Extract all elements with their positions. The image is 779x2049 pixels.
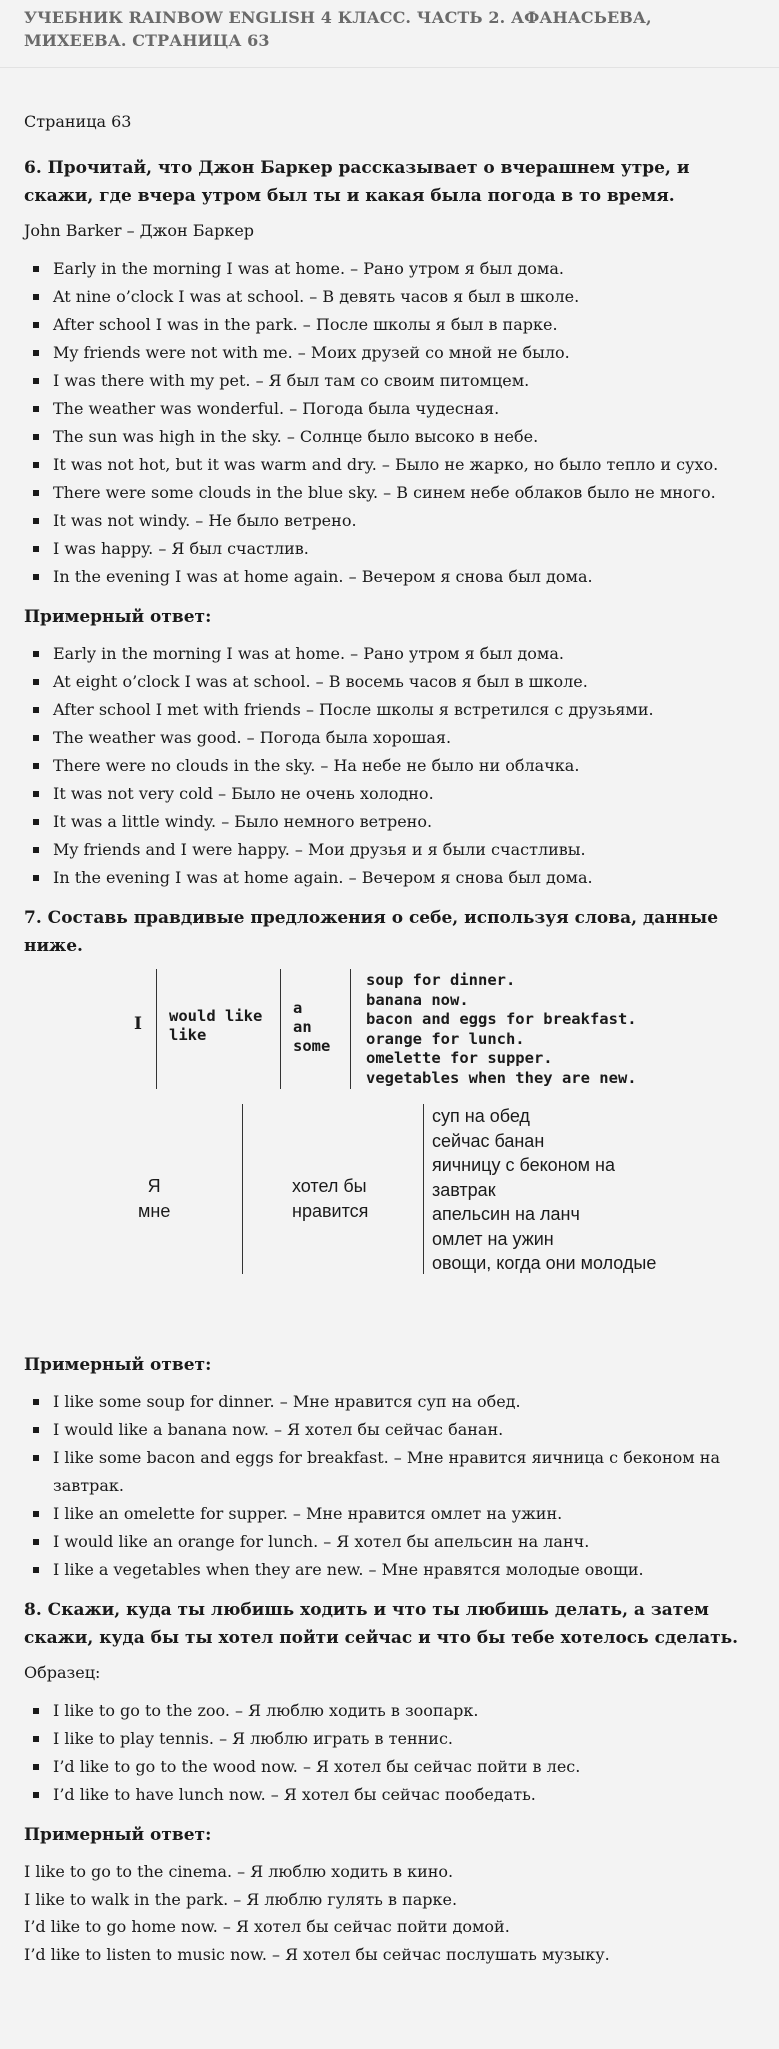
main-content [0, 68, 779, 1968]
list-item: The weather was wonderful. – Погода была чудесная. [24, 395, 755, 423]
table-en-object: orange for lunch. [366, 1029, 525, 1048]
list-item: I like to go to the zoo. – Я люблю ходить в зоопарк. [24, 1697, 755, 1725]
page-header [0, 0, 779, 68]
list-item: It was not hot, but it was warm and dry. – Было не жарко, но было тепло и сухо. [24, 451, 755, 479]
list-item: I like some soup for dinner. – Мне нравится суп на обед. [24, 1388, 755, 1416]
russian-word-table [108, 1104, 708, 1274]
task8-title: 8. Скажи, куда ты любишь ходить и что ты любишь делать, а затем скажи, куда бы ты хотел пойти сейчас и что бы тебе хотелось сделать. [24, 1600, 739, 1648]
table-divider [280, 969, 281, 1089]
task6-answer-list [24, 640, 755, 892]
list-item: At nine o’clock I was at school. – В девять часов я был в школе. [24, 283, 755, 311]
table-ru-object: суп на обед [432, 1106, 530, 1126]
list-item: It was not very cold – Было не очень холодно. [24, 780, 755, 808]
list-item: I like to play tennis. – Я люблю играть в теннис. [24, 1725, 755, 1753]
answer-line: I like to walk in the park. – Я люблю гулять в парке. [24, 1889, 458, 1909]
table-ru-object: завтрак [432, 1179, 496, 1200]
task7-answer-heading: Примерный ответ: [24, 1355, 212, 1375]
table-en-article: some [293, 1037, 331, 1055]
table-ru-objects [432, 1104, 656, 1276]
task8-answer-lines [24, 1858, 755, 1968]
answer-line: I’d like to listen to music now. – Я хотел бы сейчас послушать музыку. [24, 1944, 610, 1964]
list-item: It was a little windy. – Было немного ветрено. [24, 808, 755, 836]
task6-subtitle: John Barker – Джон Баркер [24, 221, 255, 240]
table-ru-verbs [292, 1174, 368, 1224]
header-title: УЧЕБНИК RAINBOW ENGLISH 4 КЛАСС. ЧАСТЬ 2. АФАНАСЬЕВА, МИХЕЕВА. СТРАНИЦА 63 [24, 8, 652, 50]
list-item: The weather was good. – Погода была хорошая. [24, 724, 755, 752]
task8-answer-heading: Примерный ответ: [24, 1825, 212, 1845]
list-item: There were some clouds in the blue sky. – В синем небе облаков было не много. [24, 479, 755, 507]
list-item: I was happy. – Я был счастлив. [24, 535, 755, 563]
table-ru-object: сейчас банан [432, 1130, 545, 1151]
list-item: My friends were not with me. – Моих друзей со мной не было. [24, 339, 755, 367]
list-item: Early in the morning I was at home. – Рано утром я был дома. [24, 255, 755, 283]
table-divider [423, 1104, 424, 1274]
table-ru-subjects [138, 1174, 170, 1224]
table-en-article: a [293, 999, 303, 1017]
list-item: The sun was high in the sky. – Солнце было высоко в небе. [24, 423, 755, 451]
table-en-object: vegetables when they are new. [366, 1068, 637, 1087]
list-item: I like an omelette for supper. – Мне нравится омлет на ужин. [24, 1500, 755, 1528]
word-tables [24, 969, 755, 1339]
list-item: My friends and I were happy. – Мои друзья и я были счастливы. [24, 836, 755, 864]
list-item: In the evening I was at home again. – Вечером я снова был дома. [24, 563, 755, 591]
task7-answer-list [24, 1388, 755, 1584]
list-item: I was there with my pet. – Я был там со своим питомцем. [24, 367, 755, 395]
table-en-verb: would like [169, 1007, 263, 1025]
table-en-object: bacon and eggs for breakfast. [366, 1010, 637, 1028]
list-item: I would like a banana now. – Я хотел бы сейчас банан. [24, 1416, 755, 1444]
table-ru-subject: Я [147, 1176, 161, 1196]
english-word-table [108, 969, 668, 1089]
list-item: I’d like to go to the wood now. – Я хотел бы сейчас пойти в лес. [24, 1753, 755, 1781]
table-en-object: soup for dinner. [366, 971, 516, 989]
table-ru-object: яичницу с беконом на [432, 1155, 615, 1175]
list-item: I like a vegetables when they are new. – Мне нравятся молодые овощи. [24, 1556, 755, 1584]
table-en-article: an [293, 1018, 312, 1036]
page-label: Страница 63 [24, 112, 132, 131]
list-item: I’d like to have lunch now. – Я хотел бы сейчас пообедать. [24, 1781, 755, 1809]
table-ru-object: омлет на ужин [432, 1228, 554, 1249]
list-item: There were no clouds in the sky. – На небе не было ни облачка. [24, 752, 755, 780]
task8-sample-label: Образец: [24, 1663, 101, 1682]
table-ru-verb: нравится [292, 1201, 369, 1221]
task8-sample-list [24, 1697, 755, 1809]
answer-line: I’d like to go home now. – Я хотел бы сейчас пойти домой. [24, 1917, 510, 1936]
list-item: I like some bacon and eggs for breakfast. – Мне нравится яичница с беконом на завтрак. [24, 1444, 755, 1500]
list-item: In the evening I was at home again. – Вечером я снова был дома. [24, 864, 755, 892]
table-en-object: banana now. [366, 990, 469, 1009]
task6-answer-heading: Примерный ответ: [24, 607, 212, 627]
table-en-subject: I [134, 1014, 142, 1034]
table-ru-object: овощи, когда они молодые [432, 1253, 657, 1273]
table-en-articles [293, 999, 330, 1056]
table-en-object: omelette for supper. [366, 1049, 553, 1067]
list-item: After school I was in the park. – После школы я был в парке. [24, 311, 755, 339]
task6-title: 6. Прочитай, что Джон Баркер рассказывает о вчерашнем утре, и скажи, где вчера утром был ты и какая была погода в то время. [24, 158, 690, 206]
table-en-verb: like [169, 1026, 207, 1044]
table-en-objects [366, 971, 637, 1088]
list-item: It was not windy. – Не было ветрено. [24, 507, 755, 535]
list-item: After school I met with friends – После школы я встретился с друзьями. [24, 696, 755, 724]
list-item: At eight o’clock I was at school. – В восемь часов я был в школе. [24, 668, 755, 696]
table-ru-object: апельсин на ланч [432, 1204, 580, 1224]
list-item: I would like an orange for lunch. – Я хотел бы апельсин на ланч. [24, 1528, 755, 1556]
table-divider [242, 1104, 243, 1274]
task6-list [24, 255, 755, 591]
task7-title: 7. Составь правдивые предложения о себе, используя слова, данные ниже. [24, 908, 719, 956]
table-divider [156, 969, 157, 1089]
table-divider [350, 969, 351, 1089]
table-ru-subject: мне [138, 1201, 171, 1221]
table-ru-verb: хотел бы [292, 1176, 367, 1196]
answer-line: I like to go to the cinema. – Я люблю ходить в кино. [24, 1862, 454, 1881]
list-item: Early in the morning I was at home. – Рано утром я был дома. [24, 640, 755, 668]
table-en-verbs [169, 1007, 262, 1045]
